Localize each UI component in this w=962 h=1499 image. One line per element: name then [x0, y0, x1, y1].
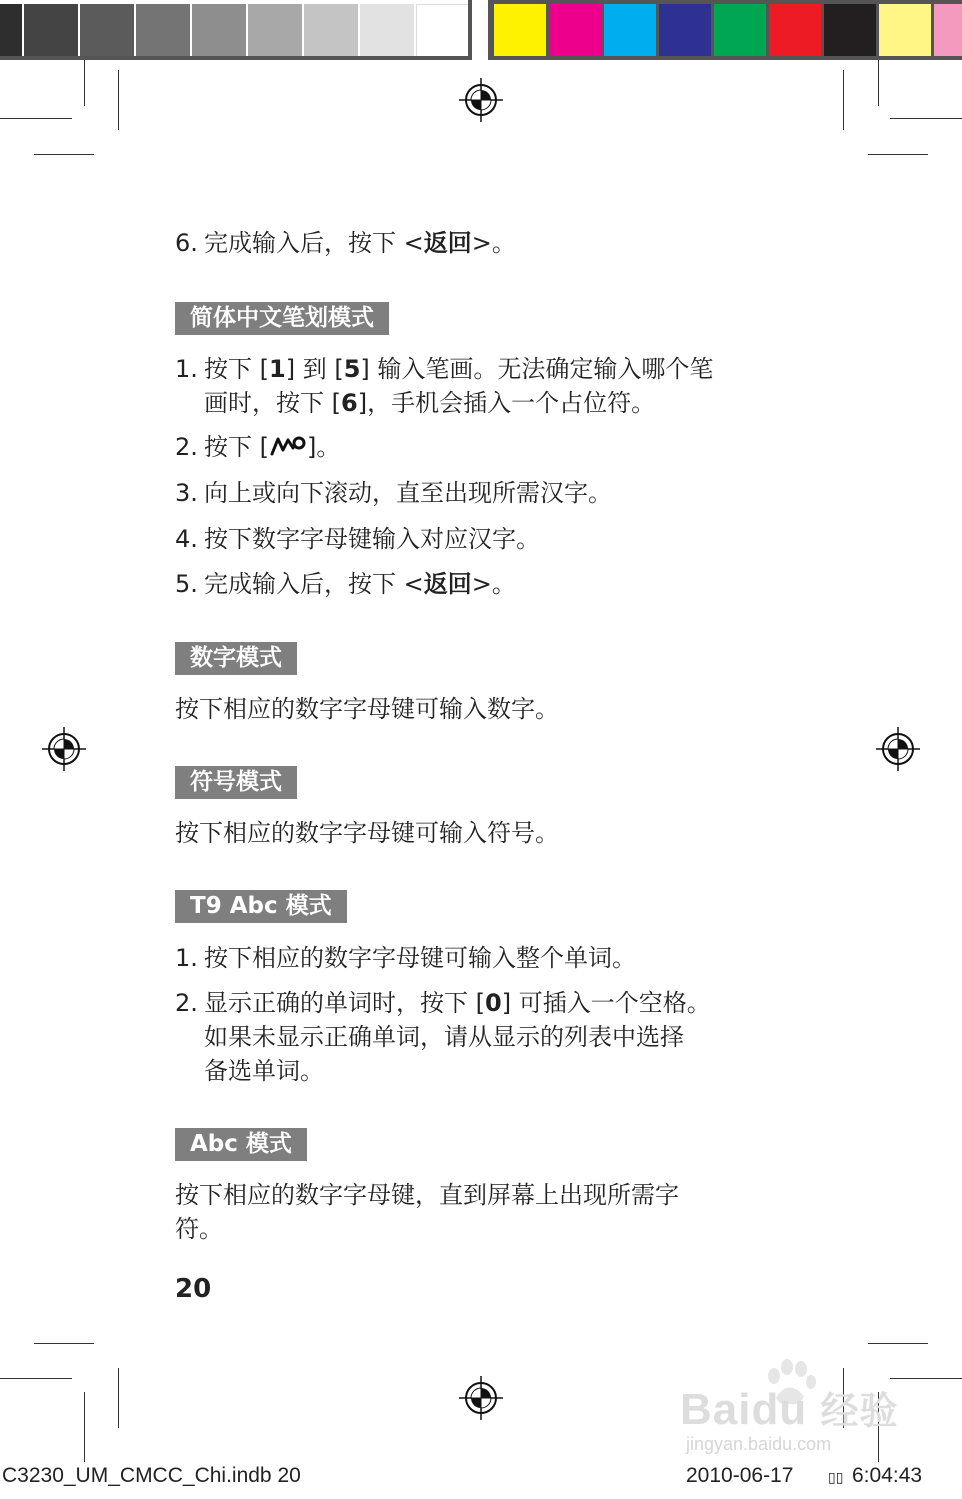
- color-swatch-pink: [934, 4, 962, 56]
- gray-swatch-7: [304, 4, 358, 56]
- gray-swatch-6: [248, 4, 302, 56]
- step-number: 2.: [175, 989, 198, 1017]
- step-text: ]，手机会插入一个占位符。: [357, 389, 656, 417]
- step-text: 画时，按下 [: [204, 389, 341, 417]
- footer-time: 6:04:43: [852, 1464, 923, 1487]
- watermark-brand: [680, 1380, 899, 1435]
- stroke-step-4: [175, 522, 540, 556]
- gray-swatch-4: [136, 4, 190, 56]
- heading-symbol-mode: 符号模式: [175, 766, 297, 799]
- crop-mark: [84, 60, 85, 106]
- step-text: >。: [471, 570, 516, 598]
- t9-step-1: [175, 941, 636, 975]
- key-label-back: 返回: [423, 229, 472, 257]
- crop-mark: [868, 154, 928, 155]
- color-swatch-cyan: [604, 4, 656, 56]
- gray-swatch-1: [0, 4, 22, 56]
- color-swatch-blue: [659, 4, 711, 56]
- heading-t9-mode: T9 Abc 模式: [175, 890, 347, 923]
- step-text: 向上或向下滚动，直至出现所需汉字。: [204, 479, 612, 507]
- stroke-step-2: [175, 430, 340, 464]
- stroke-step-3: [175, 476, 612, 510]
- heading-number-mode: 数字模式: [175, 642, 297, 675]
- confirm-key-icon: [269, 434, 307, 458]
- number-mode-text: 按下相应的数字字母键可输入数字。: [175, 695, 559, 723]
- watermark-url: jingyan.baidu.com: [686, 1434, 832, 1454]
- footer-date: 2010-06-17: [686, 1464, 794, 1487]
- color-swatch-green: [714, 4, 766, 56]
- crop-mark: [118, 1368, 119, 1428]
- crop-mark: [878, 60, 879, 106]
- gray-swatch-9: [416, 4, 470, 58]
- footer-time-mark: ▯▯: [828, 1469, 844, 1485]
- color-swatch-magenta: [549, 4, 601, 56]
- step-number: 2.: [175, 433, 198, 461]
- gray-swatch-8: [360, 4, 414, 56]
- abc-mode-text: 按下相应的数字字母键，直到屏幕上出现所需字: [175, 1181, 679, 1209]
- stroke-step-1-cont: [204, 386, 655, 420]
- key-label-back: 返回: [423, 570, 472, 598]
- t9-step-2-cont: 备选单词。: [204, 1057, 324, 1085]
- crop-mark: [890, 1378, 962, 1379]
- abc-mode-text-cont: 符。: [175, 1215, 223, 1243]
- symbol-mode-text: 按下相应的数字字母键可输入符号。: [175, 819, 559, 847]
- gray-swatch-2: [24, 4, 78, 56]
- stroke-step-1: [175, 352, 713, 386]
- t9-step-2-cont: 如果未显示正确单词，请从显示的列表中选择: [204, 1023, 684, 1051]
- step-text: 完成输入后，按下 <: [204, 229, 424, 257]
- step-text: ] 可插入一个空格。: [501, 989, 711, 1017]
- watermark-text: 经验: [820, 1389, 899, 1433]
- step-text: 按下 [: [204, 433, 269, 461]
- step-text: 完成输入后，按下 <: [204, 570, 424, 598]
- crop-mark: [0, 118, 72, 119]
- step-number: 1.: [175, 355, 198, 383]
- color-swatch-light-yellow: [879, 4, 931, 56]
- registration-mark-icon: [459, 1376, 503, 1420]
- step-number: 6.: [175, 229, 198, 257]
- step-text: 按下相应的数字字母键可输入整个单词。: [204, 944, 636, 972]
- key-6: 6: [341, 389, 358, 417]
- crop-mark: [890, 118, 962, 119]
- color-swatch-yellow: [494, 4, 546, 56]
- crop-mark: [118, 70, 119, 130]
- registration-mark-icon: [876, 727, 920, 771]
- key-0: 0: [485, 989, 502, 1017]
- color-swatch-black: [824, 4, 876, 56]
- registration-mark-icon: [459, 78, 503, 122]
- step-text: ] 到 [: [285, 355, 344, 383]
- step-6: [175, 226, 516, 260]
- crop-mark: [843, 70, 844, 130]
- watermark-text: du: [751, 1385, 808, 1434]
- step-text: 按下 [: [204, 355, 269, 383]
- gray-swatch-5: [192, 4, 246, 56]
- gray-bar-border: [0, 56, 472, 60]
- gray-swatch-3: [80, 4, 134, 56]
- watermark-text: Bai: [680, 1385, 752, 1434]
- crop-mark: [34, 1343, 94, 1344]
- color-swatch-red: [769, 4, 821, 56]
- page-number: 20: [175, 1274, 212, 1304]
- key-5: 5: [343, 355, 361, 383]
- step-number: 5.: [175, 570, 198, 598]
- registration-mark-icon: [42, 727, 86, 771]
- step-number: 1.: [175, 944, 198, 972]
- step-number: 4.: [175, 525, 198, 553]
- step-text: ] 输入笔画。无法确定输入哪个笔: [360, 355, 714, 383]
- step-number: 3.: [175, 479, 198, 507]
- step-text: 显示正确的单词时，按下 [: [204, 989, 485, 1017]
- heading-stroke-mode: 简体中文笔划模式: [175, 302, 389, 335]
- crop-mark: [0, 1378, 72, 1379]
- t9-step-2: [175, 986, 711, 1020]
- gray-bar-edge: [468, 0, 472, 60]
- heading-abc-mode: Abc 模式: [175, 1128, 307, 1161]
- crop-mark: [34, 154, 94, 155]
- step-text: 按下数字字母键输入对应汉字。: [204, 525, 540, 553]
- stroke-step-5: [175, 567, 516, 601]
- crop-mark: [84, 1392, 85, 1462]
- key-1: 1: [269, 355, 286, 383]
- step-text: ]。: [307, 433, 341, 461]
- footer-file: C3230_UM_CMCC_Chi.indb 20: [2, 1464, 301, 1487]
- crop-mark: [868, 1343, 928, 1344]
- step-text: >。: [471, 229, 516, 257]
